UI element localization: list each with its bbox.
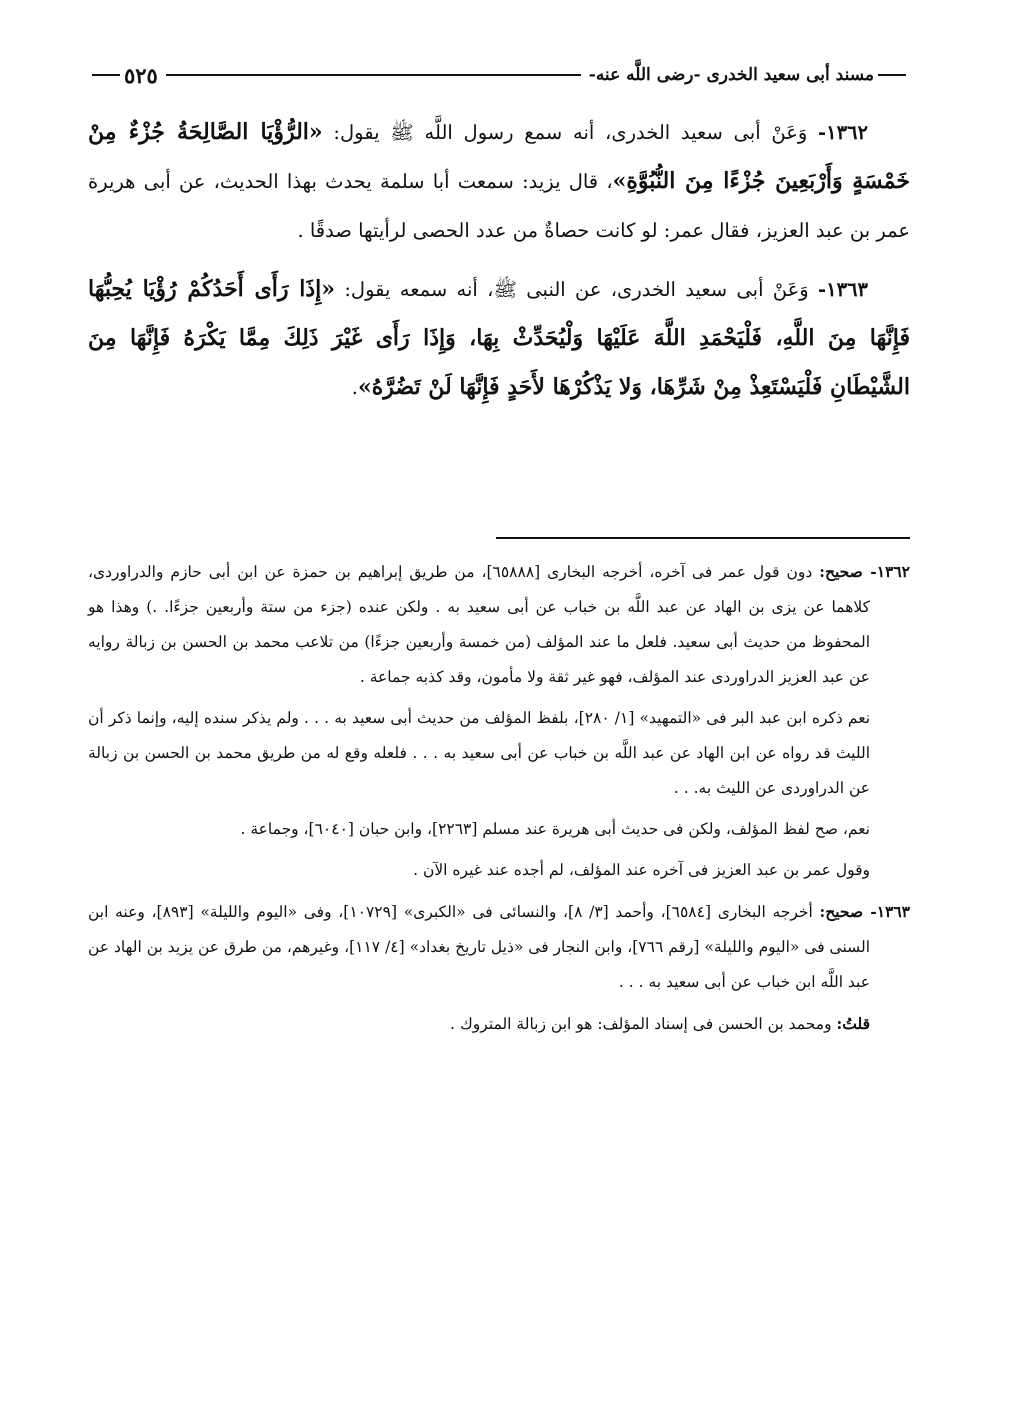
footnotes — [88, 554, 910, 1048]
footnote-text: أخرجه البخارى [٦٥٨٤]، وأحمد [٣/ ٨]، والنسائى فى «الكبرى» [١٠٧٢٩]، وفى «اليوم والليلة» [٨٩٣]، وعنه ابن السنى فى «اليوم والليلة» [رقم ٧٦٦]، وابن النجار فى «ذيل تاريخ بغداد» [٤/ ١١٧]، وغيرهم، من طرق عن يزيد بن الهاد عن عبد اللَّه ابن خباب عن أبى سعيد به . . . — [88, 903, 871, 991]
footnote-text: دون قول عمر فى آخره، أخرجه البخارى [٦٥٨٨٨]، من طريق إبراهيم بن حمزة عن ابن أبى حازم والدراوردى، كلاهما عن يزى بن الهاد عن عبد اللَّه بن خباب عن أبى سعيد به . ولكن عنده (جزء من ستة وأربعين جزءًا. .) وهذا هو المحفوظ من حديث أبى سعيد. فلعل ما عند المؤلف (من خمسة وأربعين جزءًا) من تلاعب محمد بن الحسن بن زبالة روايه عن عبد العزيز الدراوردى عند المؤلف، فهو غير ثقة ولا مأمون، وقد كذبه جماعة . — [88, 563, 870, 686]
header-dash — [878, 74, 906, 76]
hadith-1362 — [88, 108, 910, 255]
footnote-1363 — [88, 894, 910, 1000]
hadith-intro: وَعَنْ أبى سعيد الخدرى، أنه سمع رسول اللَّه ﷺ يقول: — [333, 121, 808, 144]
header-rule — [166, 74, 581, 76]
hadith-number: ١٣٦٢- — [818, 121, 869, 144]
hadith-1363 — [88, 265, 910, 412]
footnote-comment — [88, 1006, 910, 1042]
hadith-number: ١٣٦٣- — [818, 278, 869, 301]
footnote-label: ١٣٦٢- صحيح: — [819, 562, 910, 581]
hadith-quote: «إِذَا رَأَى أَحَدُكُمْ رُؤْيَا يُحِبُّهَا فَإِنَّهَا مِنَ اللَّهِ، فَلْيَحْمَدِ اللَّهَ عَلَيْهَا وَلْيُحَدِّثْ بِهَا، وَإِذَا رَأَى غَيْرَ ذَلِكَ مِمَّا يَكْرَهُ فَإِنَّهَا مِنَ الشَّيْطَانِ فَلْيَسْتَعِذْ مِنْ شَرِّهَا، وَلا يَذْكُرْهَا لأَحَدٍ فَإِنَّهَا لَنْ تَضُرَّهُ» — [88, 276, 910, 400]
running-header — [88, 58, 910, 92]
hadith-end: . — [351, 376, 358, 399]
footnote-paragraph: وقول عمر بن عبد العزيز فى آخره عند المؤلف، لم أجده عند غيره الآن . — [413, 861, 870, 879]
hadith-quote: «الرُّؤْيَا الصَّالِحَةُ جُزْءٌ مِنْ خَمْسَةٍ وَأَرْبَعِينَ جُزْءًا مِنَ النُّبُوَّةِ» — [88, 119, 910, 194]
main-text — [88, 108, 910, 422]
qult-label: قلتُ: — [836, 1014, 870, 1033]
header-dash — [92, 74, 120, 76]
hadith-intro: وَعَنْ أبى سعيد الخدرى، عن النبى ﷺ، أنه سمعه يقول: — [344, 278, 809, 301]
footnote-separator — [496, 537, 910, 539]
running-title: مسند أبى سعيد الخدرى -رضى اللَّه عنه- — [588, 65, 874, 85]
footnote-label: ١٣٦٣- صحيح: — [819, 902, 910, 921]
footnote-1362 — [88, 554, 910, 695]
footnote-paragraph: نعم ذكره ابن عبد البر فى «التمهيد» [١/ ٢٨٠]، بلفظ المؤلف من حديث أبى سعيد به . . . ولم يذكر سنده إليه، وإنما ذكر أن الليث قد رواه عن ابن الهاد عن عبد اللَّه بن خباب عن أبى سعيد به . . . فلعله وقع له من طريق محمد بن الحسن بن زبالة عن الدراوردى عن الليث به. . . — [88, 709, 871, 797]
footnote-paragraph: نعم، صح لفظ المؤلف، ولكن فى حديث أبى هريرة عند مسلم [٢٢٦٣]، وابن حبان [٦٠٤٠]، وجماعة . — [240, 820, 870, 838]
hadith-rest: ، قال يزيد: سمعت أبا سلمة يحدث بهذا الحديث، عن أبى هريرة عمر بن عبد العزيز، فقال عمر: لو كانت حصاةٌ من عدد الحصى لرأيتها صدقًا . — [88, 170, 910, 242]
page-number: ٥٢٥ — [124, 62, 158, 88]
qult-text: ومحمد بن الحسن فى إسناد المؤلف: هو ابن زبالة المتروك . — [450, 1015, 832, 1033]
